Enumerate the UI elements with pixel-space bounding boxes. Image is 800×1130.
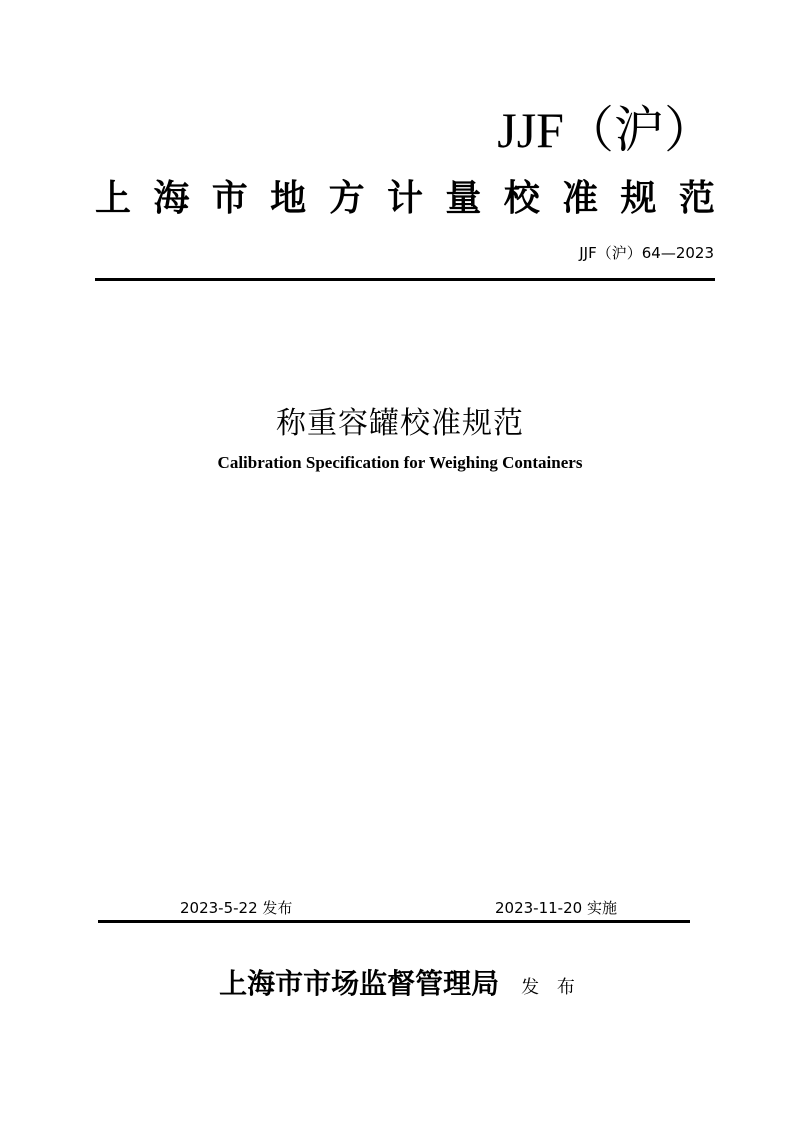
series-title-char: 计 xyxy=(386,177,423,219)
bottom-divider xyxy=(98,920,690,923)
series-title-char: 上 xyxy=(95,177,132,219)
top-divider xyxy=(95,278,715,281)
series-title-char: 范 xyxy=(678,177,715,219)
publisher-line xyxy=(0,962,800,1010)
series-title-char: 量 xyxy=(445,177,482,219)
series-title-char: 方 xyxy=(328,177,365,219)
series-title-char: 市 xyxy=(211,177,248,219)
series-title-char: 规 xyxy=(620,177,657,219)
document-title-english: Calibration Specification for Weighing Containers xyxy=(217,453,583,472)
series-title-char: 准 xyxy=(562,177,599,219)
document-title-chinese: 称重容罐校准规范 xyxy=(276,406,524,441)
series-title-char: 海 xyxy=(153,177,190,219)
standard-code-large: JJF（沪） xyxy=(497,102,714,158)
series-title xyxy=(95,172,715,224)
implementation-date: 2023-11-20 实施 xyxy=(495,899,617,917)
series-title-char: 校 xyxy=(503,177,540,219)
publisher-name: 上海市市场监督管理局 xyxy=(219,967,500,1000)
publish-label: 发 布 xyxy=(521,977,581,998)
series-title-char: 地 xyxy=(270,177,307,219)
issue-date: 2023-5-22 发布 xyxy=(180,899,293,917)
standard-number: JJF（沪）64—2023 xyxy=(579,244,714,262)
